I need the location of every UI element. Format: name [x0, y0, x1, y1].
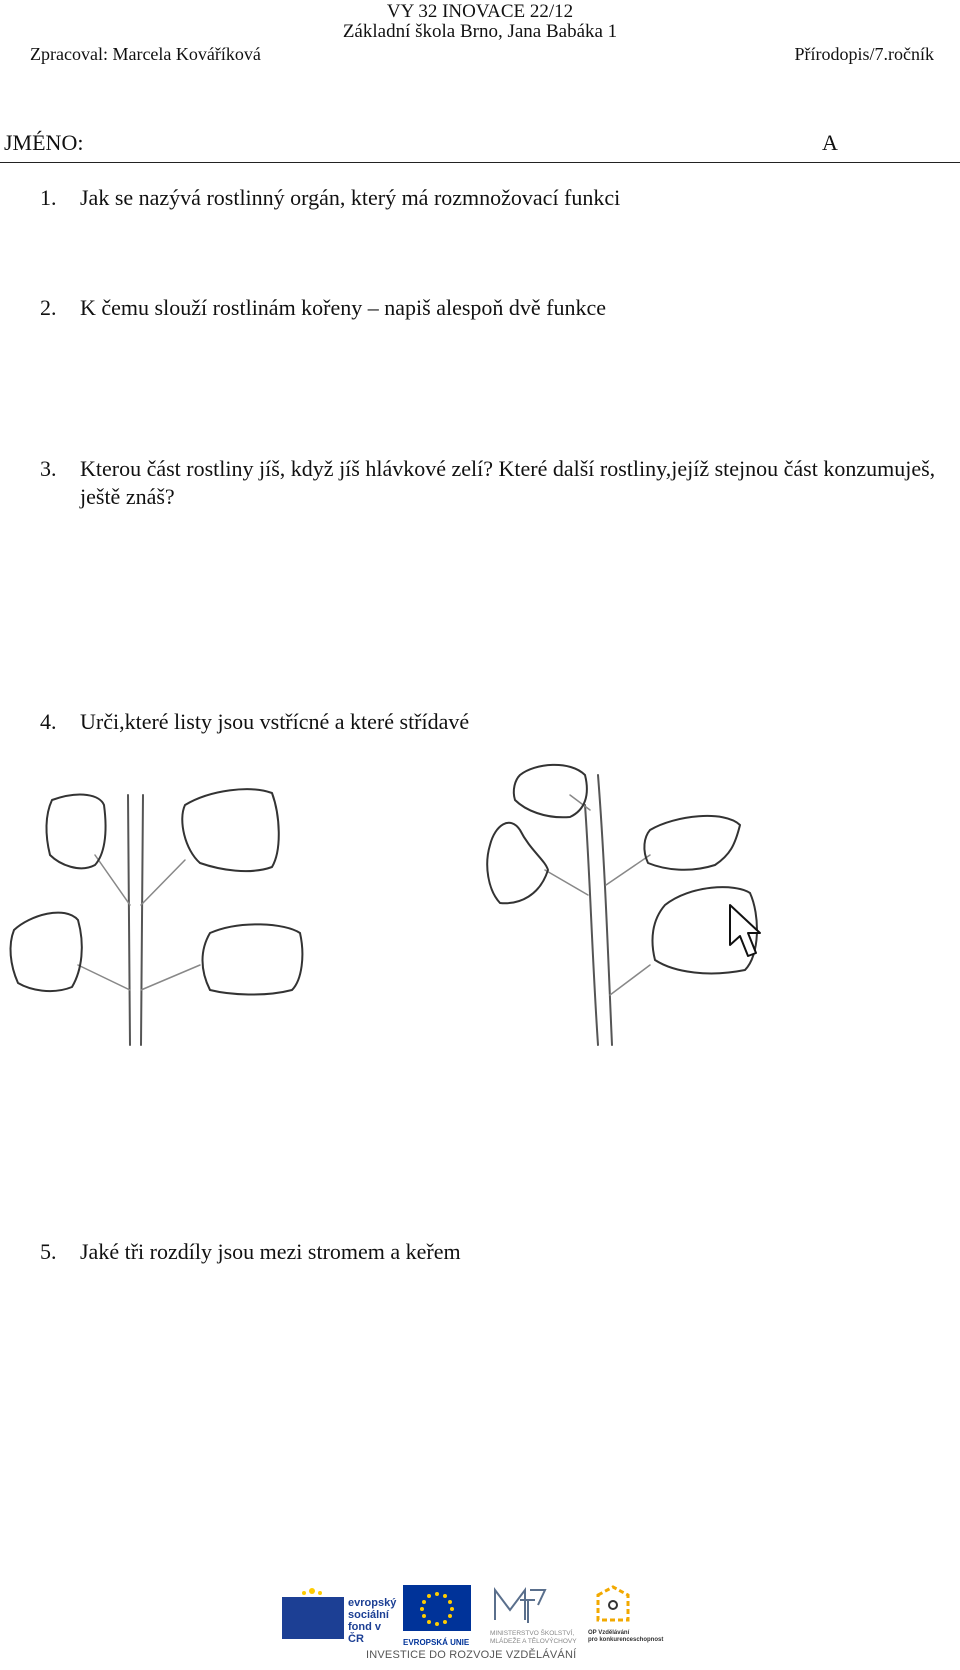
footer-tagline: INVESTICE DO ROZVOJE VZDĚLÁVÁNÍ	[366, 1649, 577, 1661]
question-number: 1.	[40, 185, 57, 210]
eu-logo	[403, 1585, 473, 1645]
msmt-text: MINISTERSTVO ŠKOLSTVÍ, MLÁDEŽE A TĚLOVÝCHOVY	[490, 1630, 577, 1645]
leaf-arrangement-drawing	[0, 755, 960, 1055]
question-number: 2.	[40, 295, 57, 320]
question-text: Kterou část rostliny jíš, když jíš hlávkové zelí? Které další rostliny,jejíž stejnou část konzumuješ, ještě znáš?	[80, 456, 936, 509]
plant-opposite-leaves	[11, 789, 303, 1045]
op-logo-mark	[588, 1585, 638, 1625]
question-3	[40, 455, 960, 511]
header-author: Zpracoval: Marcela Kováříková	[30, 44, 261, 64]
question-1	[40, 184, 960, 212]
variant-label: A	[822, 130, 838, 155]
question-number: 3.	[40, 456, 57, 481]
question-5	[40, 1238, 960, 1266]
footer-logos	[280, 1585, 680, 1665]
question-4	[40, 708, 960, 736]
eu-flag-icon	[403, 1585, 471, 1631]
question-text: K čemu slouží rostlinám kořeny – napiš alespoň dvě funkce	[80, 295, 607, 320]
question-2	[40, 294, 960, 322]
header-subject: Přírodopis/7.ročník	[794, 44, 934, 64]
divider	[0, 162, 960, 163]
question-text: Urči,které listy jsou vstřícné a které střídavé	[80, 709, 470, 734]
question-number: 5.	[40, 1239, 57, 1264]
op-logo	[588, 1585, 678, 1645]
msmt-logo-mark	[490, 1585, 550, 1625]
header-code: VY 32 INOVACE 22/12	[386, 1, 574, 22]
question-text: Jaké tři rozdíly jsou mezi stromem a keřem	[80, 1239, 461, 1264]
msmt-logo	[490, 1585, 580, 1645]
eu-text: EVROPSKÁ UNIE	[403, 1638, 470, 1647]
name-label: JMÉNO:	[4, 130, 84, 155]
header-school: Základní škola Brno, Jana Babáka 1	[342, 21, 618, 42]
esf-text: evropský sociální fond v ČR	[348, 1597, 397, 1645]
esf-logo	[280, 1585, 395, 1645]
op-text: OP Vzdělávání pro konkurenceschopnost	[588, 1630, 664, 1643]
question-number: 4.	[40, 709, 57, 734]
question-text: Jak se nazývá rostlinný orgán, který má rozmnožovací funkci	[80, 185, 621, 210]
plant-alternate-leaves	[487, 765, 760, 1045]
